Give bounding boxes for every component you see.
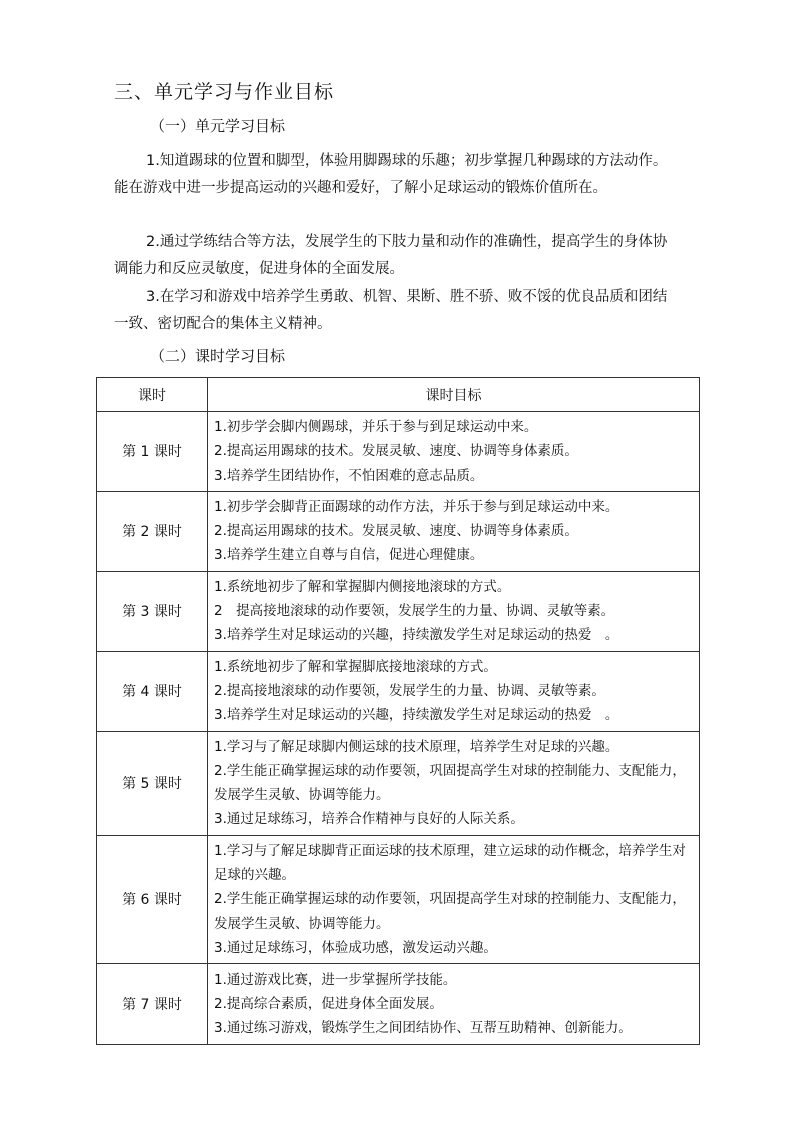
lesson-cell: 第 3 课时 — [97, 571, 208, 651]
table-row — [97, 571, 700, 651]
header-lesson: 课时 — [97, 378, 208, 412]
unit-goal-paragraph-2: 2.通过学练结合等方法，发展学生的下肢力量和动作的准确性，提高学生的身体协调能力和反应灵敏度，促进身体的全面发展。 — [114, 234, 668, 277]
goal-cell — [208, 964, 700, 1045]
unit-goal-paragraph-1: 1.知道踢球的位置和脚型，体验用脚踢球的乐趣；初步掌握几种踢球的方法动作。能在游戏中进一步提高运动的兴趣和爱好，了解小足球运动的锻炼价值所在。 — [114, 153, 668, 196]
goal-line: 2.学生能正确掌握运球的动作要领，巩固提高学生对球的控制能力、支配能力，发展学生灵敏、协调等能力。 — [214, 762, 686, 804]
goal-line: 2.提高接地滚球的动作要领，发展学生的力量、协调、灵敏等素。 — [214, 682, 605, 699]
unit-goals-heading: （一）单元学习目标 — [150, 117, 286, 135]
goal-line: 2.提高综合素质，促进身体全面发展。 — [214, 996, 443, 1013]
goal-cell — [208, 571, 700, 651]
lesson-goals-heading: （二）课时学习目标 — [150, 347, 286, 365]
goal-line: 2 提高接地滚球的动作要领，发展学生的力量、协调、灵敏等素。 — [214, 603, 615, 620]
goal-line: 3.通过练习游戏，锻炼学生之间团结协作、互帮互助精神、创新能力。 — [214, 1020, 632, 1037]
goal-cell — [208, 491, 700, 571]
lesson-goals-table — [96, 377, 700, 1045]
goal-line: 2.提高运用踢球的技术。发展灵敏、速度、协调等身体素质。 — [214, 523, 578, 540]
goal-line: 3.培养学生对足球运动的兴趣，持续激发学生对足球运动的热爱 。 — [214, 627, 619, 644]
header-goals: 课时目标 — [208, 378, 700, 412]
goal-line: 1.学习与了解足球脚内侧运球的技术原理，培养学生对足球的兴趣。 — [214, 738, 619, 755]
goal-line: 3.通过足球练习，体验成功感，激发运动兴趣。 — [214, 939, 497, 956]
lesson-cell: 第 5 课时 — [97, 731, 208, 835]
goal-line: 1.系统地初步了解和掌握脚底接地滚球的方式。 — [214, 658, 497, 675]
table-row — [97, 491, 700, 571]
goal-line: 3.培养学生对足球运动的兴趣，持续激发学生对足球运动的热爱 。 — [214, 707, 619, 724]
goal-line: 1.初步学会脚背正面踢球的动作方法，并乐于参与到足球运动中来。 — [214, 498, 619, 515]
goal-cell — [208, 731, 700, 835]
table-row — [97, 835, 700, 963]
goal-cell — [208, 412, 700, 492]
table-row — [97, 412, 700, 492]
lesson-cell: 第 2 课时 — [97, 491, 208, 571]
goal-line: 3.通过足球练习，培养合作精神与良好的人际关系。 — [214, 811, 524, 828]
goal-cell — [208, 651, 700, 731]
unit-goal-paragraph-3: 3.在学习和游戏中培养学生勇敢、机智、果断、胜不骄、败不馁的优良品质和团结一致、密切配合的集体主义精神。 — [114, 289, 668, 332]
lesson-cell: 第 1 课时 — [97, 412, 208, 492]
goal-line: 3.培养学生建立自尊与自信，促进心理健康。 — [214, 547, 484, 564]
section-title: 三、单元学习与作业目标 — [114, 81, 335, 103]
table-row — [97, 964, 700, 1045]
goal-line: 2.提高运用踢球的技术。发展灵敏、速度、协调等身体素质。 — [214, 443, 578, 460]
goal-line: 1.系统地初步了解和掌握脚内侧接地滚球的方式。 — [214, 578, 511, 595]
table-row — [97, 731, 700, 835]
goal-line: 1.通过游戏比赛，进一步掌握所学技能。 — [214, 971, 457, 988]
goal-line: 1.初步学会脚内侧踢球，并乐于参与到足球运动中来。 — [214, 419, 538, 435]
lesson-cell: 第 7 课时 — [97, 964, 208, 1045]
table-header-row — [97, 378, 700, 412]
goal-line: 3.培养学生团结协作，不怕困难的意志品质。 — [214, 467, 484, 484]
lesson-cell: 第 4 课时 — [97, 651, 208, 731]
goal-line: 1.学习与了解足球脚背正面运球的技术原理，建立运球的动作概念，培养学生对足球的兴趣。 — [214, 842, 686, 884]
goal-cell — [208, 835, 700, 963]
table-row — [97, 651, 700, 731]
goal-line: 2.学生能正确掌握运球的动作要领，巩固提高学生对球的控制能力、支配能力，发展学生灵敏、协调等能力。 — [214, 891, 686, 932]
lesson-cell: 第 6 课时 — [97, 835, 208, 963]
